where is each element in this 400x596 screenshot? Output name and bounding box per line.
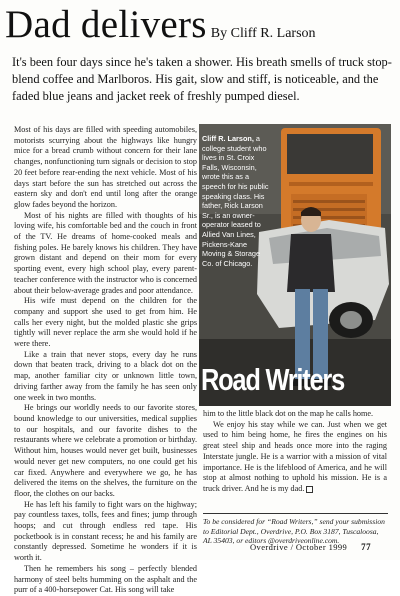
body-paragraph: Most of his days are filled with speeding automobiles, motorists scurrying about the highways like hungry mice for a bread crumb without concern for their lane changes, nonfunctioning turn signals or decision to stop 20 feet before rear-ending the next vehicle. Most of his days start before the sun has stretched out across the eastern sky and don't end until long after the orange glow fades beyond the horizon.: [14, 125, 197, 209]
publication-line: Overdrive / October 1999: [250, 542, 348, 552]
body-paragraph: He has left his family to fight wars on the highway; pay countless taxes, tolls, fees and fines; jump through hoops; and cut through endless red tape. His pocketbook is in constant recess; he and his family are constantly depressed. Sometime he wonders if it is worth it.: [14, 499, 197, 563]
page-number: 77: [361, 542, 371, 552]
body-paragraph: Most of his nights are filled with thoughts of his loving wife, his comfortable bed and the couch in front of the TV. He dreams of home-cooked meals and fishing poles. He barely knows his children. They have grown distant and depend on their mom for every sporting event, every high school play, every parent-teacher conference with the instructor who is concerned about their below-average grades and poor attendance.: [14, 210, 197, 295]
submission-note: To be considered for “Road Writers,” send your submission to Editorial Dept., Overdrive, P.O. Box 3187, Tuscaloosa, AL 35403, or editors @overdriveonline.com.: [203, 513, 388, 546]
body-paragraph: He brings our worldly needs to our favorite stores, bound knowledge to our universities, medical supplies to our hospitals, and our favorite dishes to the restaurants where we celebrate a promotion or birthday. Without him, houses would never get built, businesses would never get new computers, no one could get his car fixed. Anywhere and everywhere we go, he has delivered the items on the shelves, the furniture on the floor, the clothes on our backs.: [14, 403, 197, 498]
body-paragraph: Then he remembers his song – perfectly blended harmony of steel belts humming on the asphalt and the purr of a 400-horsepower Cat. His song will take: [14, 563, 197, 595]
headline: [5, 2, 316, 47]
column-logo: Road Writers: [201, 362, 344, 397]
body-column-left: [14, 125, 197, 595]
article-deck: It's been four days since he's taken a shower. His breath smells of truck stop-blend coffee and Marlboros. His gait, slow and stiff, is noticeable, and the faded blue jeans and jacket reek of freshly pumped diesel.: [12, 55, 392, 103]
photo-caption: [202, 134, 270, 268]
caption-name: Cliff R. Larson,: [202, 134, 254, 143]
body-paragraph-final: [203, 420, 387, 495]
body-paragraph: His wife must depend on the children for the company and support she used to get from him. He calls her every night, but the molded plastic she grips tightly will never replace the arm she would hold if he were there.: [14, 296, 197, 349]
page-footer: [250, 542, 371, 552]
body-column-right: [203, 409, 387, 495]
end-mark-icon: [306, 486, 313, 493]
article-photo: [199, 124, 391, 406]
article-title: Dad delivers: [5, 3, 207, 46]
caption-text: a college student who lives in St. Croix Falls, Wisconsin, wrote this as a speech for his public speaking class. His father, Rick Larson Sr., is an owner-operator leased to Allied Van Lines, Pickens-Kane Moving & Storage Co. of Chicago.: [202, 134, 269, 268]
body-paragraph: Like a train that never stops, every day he runs down that beaten track, driving to a black dot on the map, another familiar city or unknown little town, driving farther away from the family he has seen only one week in two months.: [14, 349, 197, 402]
body-paragraph: him to the little black dot on the map he calls home.: [203, 409, 374, 418]
body-paragraph-text: We enjoy his stay while we can. Just when we get used to him being home, he fires the engines on his great steel ship and heads once more into the raging Interstate jungle. He is a warrior with a mission of vital importance. He is the lifeblood of America, and he will stop at almost nothing to uphold his mission. He is a truck driver. And he is my dad.: [203, 419, 387, 493]
byline: By Cliff R. Larson: [210, 26, 316, 41]
